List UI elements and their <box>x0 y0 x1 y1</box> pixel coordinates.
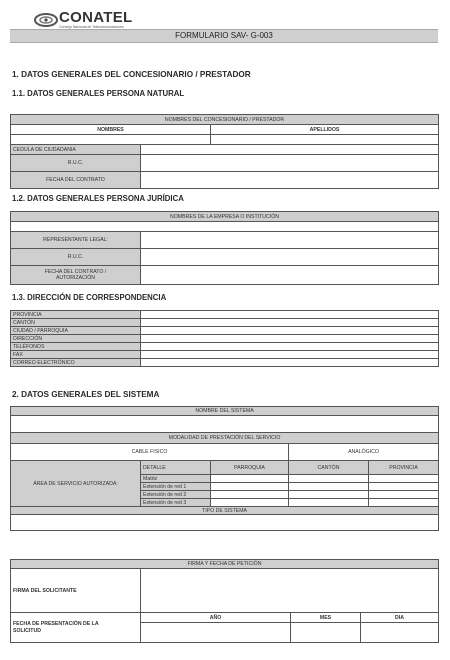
parroquia-cell[interactable] <box>211 475 289 483</box>
dia-col: DIA <box>361 613 439 623</box>
nombre-sistema-field[interactable] <box>11 416 439 433</box>
canton-cell[interactable] <box>289 475 369 483</box>
cedula-label: CEDULA DE CIUDADANIA <box>11 145 141 155</box>
canton-col: CANTÓN <box>289 461 369 475</box>
representante-field[interactable] <box>141 232 439 249</box>
firma-table <box>10 559 439 643</box>
fecha-autorizacion-line2: AUTORIZACIÓN <box>55 275 96 281</box>
correspondencia-label: FAX <box>11 351 141 359</box>
correspondencia-field[interactable] <box>141 319 439 327</box>
detail-row-label: Extensión de red 1 <box>141 483 211 491</box>
mes-field[interactable] <box>291 623 361 643</box>
apellidos-field[interactable] <box>211 135 439 145</box>
correspondencia-field[interactable] <box>141 327 439 335</box>
ruc-field[interactable] <box>141 155 439 172</box>
parroquia-cell[interactable] <box>211 491 289 499</box>
modalidad-header: MODALIDAD DE PRESTACIÓN DEL SERVICIO <box>11 433 439 444</box>
tipo-sistema-field[interactable] <box>11 515 439 531</box>
provincia-cell[interactable] <box>369 483 439 491</box>
correspondencia-field[interactable] <box>141 343 439 351</box>
sistema-table <box>10 406 439 531</box>
fecha-autorizacion-label <box>11 266 141 285</box>
juridica-ruc-field[interactable] <box>141 249 439 266</box>
conatel-swirl-icon <box>34 10 58 30</box>
empresa-field[interactable] <box>11 222 439 232</box>
detail-row-label: Extensión de red 2 <box>141 491 211 499</box>
correspondencia-label: PROVINCIA <box>11 311 141 319</box>
cedula-field[interactable] <box>141 145 439 155</box>
parroquia-cell[interactable] <box>211 499 289 507</box>
fecha-presentacion-line2: SOLICITUD <box>13 627 41 634</box>
correspondencia-field[interactable] <box>141 351 439 359</box>
canton-cell[interactable] <box>289 491 369 499</box>
section-1-title: 1. DATOS GENERALES DEL CONCESIONARIO / PRESTADOR <box>12 70 251 79</box>
cable-fisico-option[interactable]: CABLE FISICO <box>11 444 289 461</box>
correspondencia-field[interactable] <box>141 335 439 343</box>
section-2-title: 2. DATOS GENERALES DEL SISTEMA <box>12 390 160 399</box>
fecha-autorizacion-field[interactable] <box>141 266 439 285</box>
provincia-cell[interactable] <box>369 491 439 499</box>
logo-text: CONATEL <box>59 9 133 26</box>
col-apellidos: APELLIDOS <box>211 125 439 135</box>
correspondencia-label: CIUDAD / PARROQUIA <box>11 327 141 335</box>
nombre-sistema-header: NOMBRE DEL SISTEMA <box>11 407 439 416</box>
form-title: FORMULARIO SAV- G-003 <box>175 31 273 40</box>
juridica-table-header: NOMBRES DE LA EMPRESA O INSTITUCIÓN <box>11 212 439 222</box>
juridica-ruc-label: R.U.C. <box>11 249 141 266</box>
firma-header: FIRMA Y FECHA DE PETICIÓN <box>11 560 439 569</box>
detail-row-label: Matriz <box>141 475 211 483</box>
provincia-cell[interactable] <box>369 475 439 483</box>
detalle-col: DETALLE <box>141 461 211 475</box>
form-title-bar <box>10 29 438 43</box>
persona-juridica-table <box>10 211 439 285</box>
detail-row-label: Extensión de red 3 <box>141 499 211 507</box>
correspondencia-label: CANTÓN <box>11 319 141 327</box>
correspondencia-table <box>10 310 439 367</box>
anio-field[interactable] <box>141 623 291 643</box>
correspondencia-label: DIRECCIÓN <box>11 335 141 343</box>
mes-col: MES <box>291 613 361 623</box>
parroquia-col: PARROQUIA <box>211 461 289 475</box>
section-1-1-title: 1.1. DATOS GENERALES PERSONA NATURAL <box>12 89 185 98</box>
anio-col: AÑO <box>141 613 291 623</box>
fecha-presentacion-label <box>11 613 141 643</box>
dia-field[interactable] <box>361 623 439 643</box>
section-1-2-title: 1.2. DATOS GENERALES PERSONA JURÍDICA <box>12 194 184 203</box>
correspondencia-label: TELÉFONOS <box>11 343 141 351</box>
nombres-field[interactable] <box>11 135 211 145</box>
firma-solicitante-label: FIRMA DEL SOLICITANTE <box>11 569 141 613</box>
ruc-label: R.U.C. <box>11 155 141 172</box>
tipo-sistema-header: TIPO DE SISTEMA <box>11 507 439 515</box>
area-servicio-label: ÁREA DE SERVICIO AUTORIZADA: <box>11 461 141 507</box>
analogico-option[interactable]: ANALÓGICO <box>289 444 439 461</box>
representante-label: REPRESENTANTE LEGAL: <box>11 232 141 249</box>
logo-subtitle: Consejo Nacional de Telecomunicaciones <box>59 25 124 29</box>
natural-table-header: NOMBRES DEL CONCESIONARIO / PRESTADOR <box>11 115 439 125</box>
parroquia-cell[interactable] <box>211 483 289 491</box>
section-1-3-title: 1.3. DIRECCIÓN DE CORRESPONDENCIA <box>12 293 167 302</box>
correspondencia-label: CORREO ELECTRÓNICO <box>11 359 141 367</box>
canton-cell[interactable] <box>289 499 369 507</box>
firma-solicitante-field[interactable] <box>141 569 439 613</box>
fecha-contrato-field[interactable] <box>141 172 439 189</box>
fecha-autorizacion-line1: FECHA DEL CONTRATO / <box>44 269 107 275</box>
persona-natural-table <box>10 106 439 189</box>
col-nombres: NOMBRES <box>11 125 211 135</box>
correspondencia-field[interactable] <box>141 359 439 367</box>
fecha-presentacion-line1: FECHA DE PRESENTACIÓN DE LA <box>13 620 99 627</box>
correspondencia-field[interactable] <box>141 311 439 319</box>
canton-cell[interactable] <box>289 483 369 491</box>
provincia-cell[interactable] <box>369 499 439 507</box>
fecha-contrato-label: FECHA DEL CONTRATO <box>11 172 141 189</box>
provincia-col: PROVINCIA <box>369 461 439 475</box>
